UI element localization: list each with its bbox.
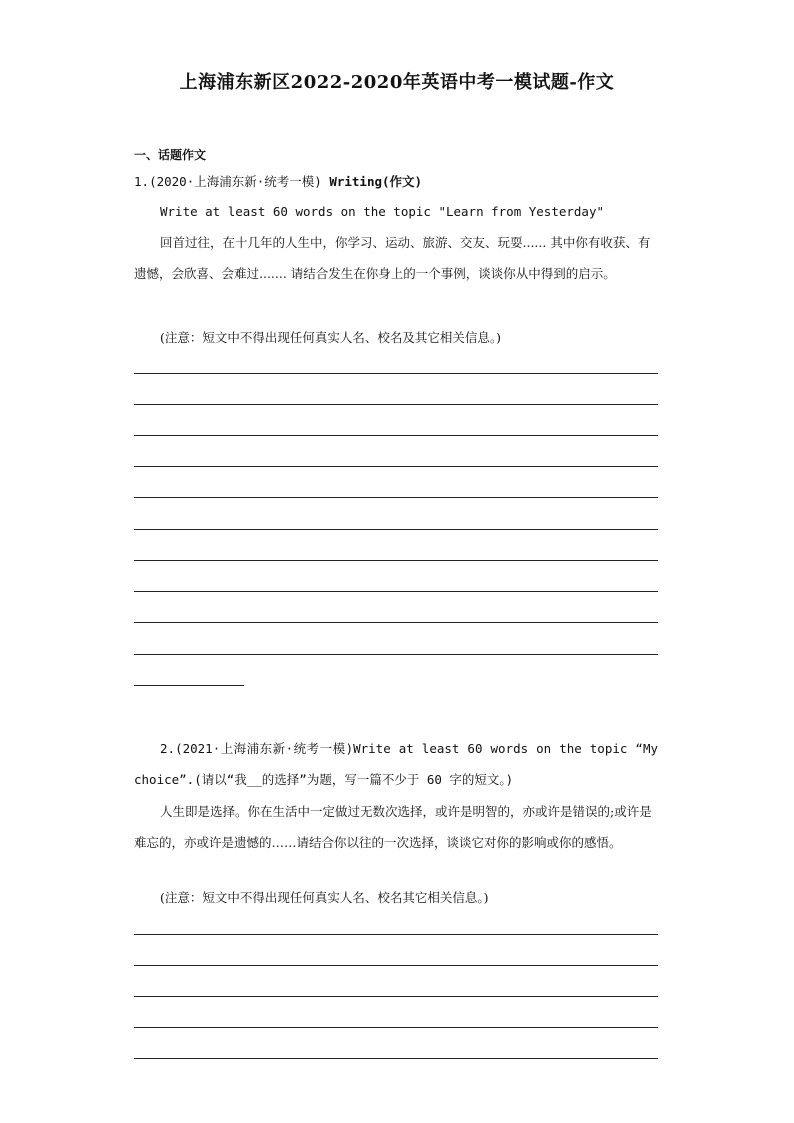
page-title: 上海浦东新区2022-2020年英语中考一模试题-作文: [179, 72, 615, 93]
answer-line-short[interactable]: [134, 685, 244, 686]
question-1-topic: Write at least 60 words on the topic "Learn from Yesterday": [160, 204, 605, 219]
question-2-number: 2.: [160, 741, 176, 756]
answer-line[interactable]: [134, 654, 658, 655]
answer-line[interactable]: [134, 1027, 658, 1028]
answer-line[interactable]: [134, 1058, 658, 1059]
question-2-note: (注意：短文中不得出现任何真实人名、校名其它相关信息。): [160, 890, 489, 905]
answer-line[interactable]: [134, 435, 658, 436]
answer-line[interactable]: [134, 996, 658, 997]
question-1-header: [134, 172, 422, 190]
answer-line[interactable]: [134, 404, 658, 405]
answer-line[interactable]: [134, 934, 658, 935]
question-1-note: (注意：短文中不得出现任何真实人名、校名及其它相关信息。): [160, 330, 502, 345]
question-1-body: 回首过往，在十几年的人生中，你学习、运动、旅游、交友、玩耍...... 其中你有收获、有遗憾，会欣喜、会难过....... 请结合发生在你身上的一个事例，谈谈你从中得到的启示。: [134, 235, 651, 281]
answer-line[interactable]: [134, 591, 658, 592]
question-2-body: 人生即是选择。你在生活中一定做过无数次选择，或许是明智的，亦或许是错误的;或许是难忘的，亦或许是遗憾的……请结合你以往的一次选择，谈谈它对你的影响或你的感悟。: [134, 804, 652, 850]
answer-line[interactable]: [134, 622, 658, 623]
question-1-source: (2020·上海浦东新·统考一模): [149, 174, 322, 189]
answer-line[interactable]: [134, 497, 658, 498]
answer-line[interactable]: [134, 373, 658, 374]
question-1-type: Writing(作文): [329, 174, 423, 189]
answer-line[interactable]: [134, 965, 658, 966]
answer-line[interactable]: [134, 466, 658, 467]
question-2-header: [134, 733, 658, 795]
question-1-number: 1.: [134, 174, 150, 189]
section-heading: 一、话题作文: [134, 148, 207, 162]
question-2-prompt: (2021·上海浦东新·统考一模)Write at least 60 words on the topic “My choice”.(请以“我__的选择”为题，写一篇不少于 60 字的短文。): [134, 741, 658, 787]
answer-line[interactable]: [134, 529, 658, 530]
answer-line[interactable]: [134, 560, 658, 561]
